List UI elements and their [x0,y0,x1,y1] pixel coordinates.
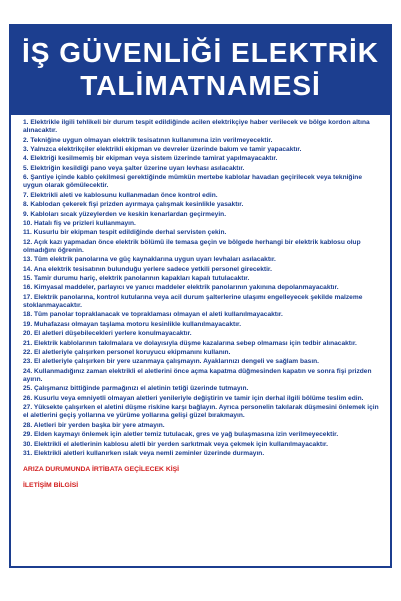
instruction-item: 6. Şantiye içinde kablo çekilmesi gerektiğinde mümkün mertebe kablolar havadan geçirilecek veya tekniğine uygun olarak gömülecektir. [23,174,362,190]
instruction-item: 31. Elektrikli aletleri kullanırken ıslak veya nemli zeminler üzerinde durmayın. [23,449,265,457]
sign-header [11,26,390,115]
title-line-1: İŞ GÜVENLİĞİ ELEKTRİK [21,37,380,68]
instruction-item: 21. Elektrik kablolarının takılmalara ve dolayısıyla düşme kazalarına sebep olmaması için tedbir alınacaktır. [23,339,357,347]
instruction-item: 24. Kullanmadığınız zaman elektrikli el aletlerini önce açma kapatma düğmesinden kapatın ve sonra fişi prizden ayırın. [23,367,372,383]
instruction-item: 23. El aletleriyle çalışırken bir yere uzanmaya çalışmayın. Ayaklarınızı dengeli ve sağlam basın. [23,358,320,366]
safety-sign [9,24,392,568]
instruction-item: 25. Çalışmanız bittiğinde parmağınızı el aletinin tetiği üzerinde tutmayın. [23,385,249,393]
instruction-item: 12. Açık kazı yapmadan önce elektrik bölümü ile temasa geçin ve bölgede herhangi bir elektrik kablosu olup olmadığını öğrenin. [23,238,361,254]
instruction-item: 30. Elektrikli el aletlerinin kablosu aletli bir yerden sarkıtmak veya çekmek için kullanılmayacaktır. [23,440,328,448]
emergency-contact-label: ARIZA DURUMUNDA İRTİBATA GEÇİLECEK KİŞİ [23,466,180,474]
instruction-item: 16. Kimyasal maddeler, parlayıcı ve yanıcı maddeler elektrik panolarının yakınına depolanmayacaktır. [23,284,339,292]
instruction-item: 8. Kablodan çekerek fişi prizden ayırmaya çalışmak kesinlikle yasaktır. [23,201,244,209]
instruction-item: 11. Kusurlu bir ekipman tespit edildiğinde derhal servisten çekin. [23,229,227,237]
instruction-item: 22. El aletleriyle çalışırken personel koruyucu ekipmanını kullanın. [23,349,231,357]
instruction-item: 2. Tekniğine uygun olmayan elektrik tesisatının kullanımına izin verilmeyecektir. [23,136,273,144]
instruction-list [11,115,390,458]
instruction-item: 14. Ana elektrik tesisatının bulunduğu yerlere sadece yetkili personel girecektir. [23,265,272,273]
instruction-item: 27. Yüksekte çalışırken el aletini düşme riskine karşı bağlayın. Ayrıca personelin takılarak düşmesini önlemek için el aletlerini geçiş yollarına ve yürüme yollarına gelişi güzel bırakmayın. [23,404,379,420]
instruction-item: 3. Yalnızca elektrikçiler elektrikli ekipman ve devreler üzerinde bakım ve tamir yapacaktır. [23,145,302,153]
instruction-item: 19. Muhafazası olmayan taşlama motoru kesinlikle kullanılmayacaktır. [23,320,242,328]
instruction-item: 17. Elektrik panolarına, kontrol kutularına veya acil durum şalterlerine ulaşımı engelleyecek şekilde malzeme stoklanmayacaktır. [23,293,363,310]
instruction-item: 7. Elektrikli aleti ve kablosunu kullanmadan önce kontrol edin. [23,191,218,199]
instruction-item: 13. Tüm elektrik panolarına ve güç kaynaklarına uygun uyarı levhaları asılacaktır. [23,256,276,264]
title-line-2: TALİMATNAMESİ [80,70,321,101]
instruction-item: 26. Kusurlu veya emniyetli olmayan aletleri yenileriyle değiştirin ve tamir için derhal ilgili bölüme teslim edin. [23,394,364,402]
instruction-item: 9. Kabloları sıcak yüzeylerden ve keskin kenarlardan geçirmeyin. [23,210,227,218]
instruction-item: 4. Elektriği kesilmemiş bir ekipman veya sistem üzerinde tamirat yapılmayacaktır. [23,155,278,163]
instruction-item: 1. Elektrikle ilgili tehlikeli bir durum tespit edildiğinde acilen elektrikçiye haber verilecek ve bölge kordon altına alınacaktır. [23,119,370,135]
instruction-item: 28. Aletleri bir yerden başka bir yere atmayın. [23,421,165,429]
instruction-item: 29. Elden kaymayı önlemek için aletler temiz tutulacak, gres ve yağ bulaşmasına izin verilmeyecektir. [23,431,339,439]
instruction-item: 5. Elektriğin kesildiği pano veya şalter üzerine uyarı levhası asılacaktır. [23,164,245,172]
instruction-item: 15. Tamir durumu hariç, elektrik panolarının kapakları kapalı tutulacaktır. [23,275,250,283]
instruction-item: 20. El aletleri düşebilecekleri yerlere konulmayacaktır. [23,330,192,338]
instruction-item: 18. Tüm panolar topraklanacak ve topraklaması olmayan el aleti kullanılmayacaktır. [23,311,283,319]
contact-info-label: İLETİŞİM BİLGİSİ [23,482,79,490]
instruction-item: 10. Hatalı fiş ve prizleri kullanmayın. [23,219,136,227]
sign-footer [11,459,390,490]
